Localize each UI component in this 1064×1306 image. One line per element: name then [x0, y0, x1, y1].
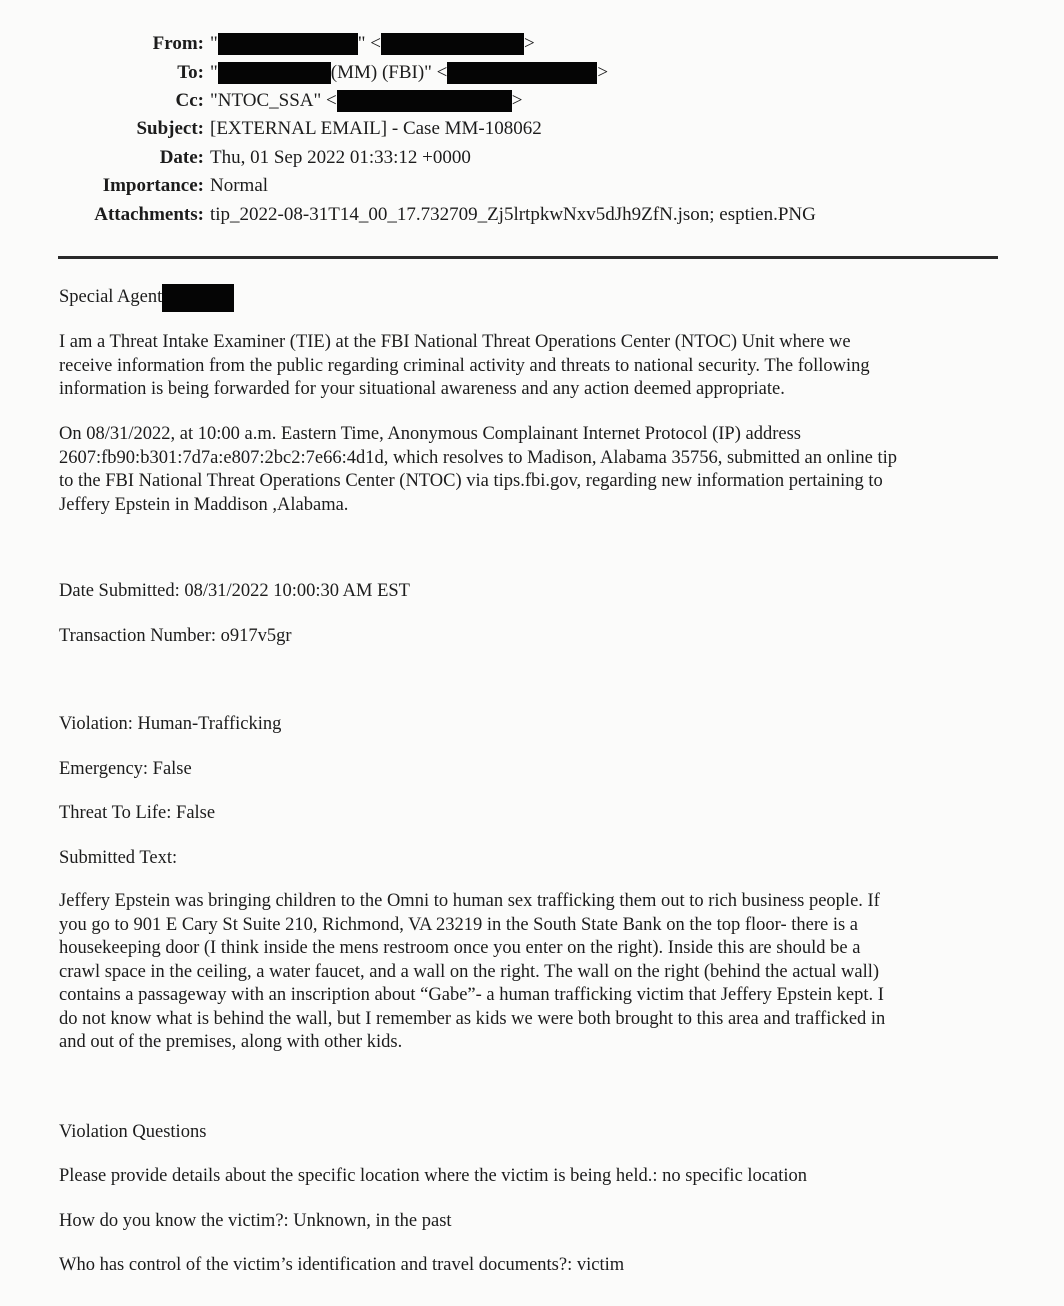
- violation: Violation: Human-Trafficking: [59, 714, 282, 734]
- subject-row: [0, 116, 542, 142]
- from-mid: " <: [357, 33, 381, 54]
- from-value: [210, 33, 535, 55]
- detail-line: On 08/31/2022, at 10:00 a.m. Eastern Time, Anonymous Complainant Internet Protocol (IP) address: [59, 424, 801, 444]
- intro-paragraph: [59, 331, 870, 402]
- intro-line: I am a Threat Intake Examiner (TIE) at the FBI National Threat Operations Center (NTOC) Unit where we: [59, 332, 851, 352]
- question-know-victim: How do you know the victim?: Unknown, in the past: [59, 1211, 452, 1231]
- cc-close: >: [511, 90, 523, 111]
- submitted-text-line: Jeffery Epstein was bringing children to the Omni to human sex trafficking them out to rich business people. If: [59, 891, 880, 911]
- redaction-block: [381, 33, 524, 55]
- date-row: [0, 145, 471, 171]
- intro-line: receive information from the public regarding criminal activity and threats to national security. The following: [59, 355, 870, 376]
- violation-questions-label: Violation Questions: [59, 1122, 207, 1142]
- submitted-text-label: Submitted Text:: [59, 848, 178, 868]
- header-divider: [58, 256, 998, 259]
- submitted-text-line: do not know what is behind the wall, but I remember as kids we were both brought to this area and trafficked in: [59, 1008, 886, 1029]
- subject-value: [EXTERNAL EMAIL] - Case MM-108062: [210, 118, 542, 139]
- redaction-block: [337, 90, 512, 112]
- submitted-text-line: housekeeping door (I think inside the mens restroom once you enter on the right). Inside this are should be a: [59, 938, 861, 958]
- attachments-label: Attachments:: [94, 204, 204, 225]
- redaction-block: [162, 284, 234, 312]
- redaction-block: [447, 62, 597, 84]
- threat-to-life: Threat To Life: False: [59, 803, 216, 823]
- detail-line: to the FBI National Threat Operations Center (NTOC) via tips.fbi.gov, regarding new information pertaining to: [59, 471, 883, 491]
- redaction-block: [218, 33, 358, 55]
- cc-label: Cc:: [175, 90, 204, 111]
- date-label: Date:: [159, 147, 204, 168]
- greeting-line: [59, 284, 234, 312]
- submitted-text: [59, 890, 885, 1055]
- from-open-quote: ": [210, 33, 218, 54]
- submitted-text-line: you go to 901 E Cary St Suite 210, Richmond, VA 23219 in the South State Bank on the top floor- there is a: [59, 914, 859, 935]
- subject-label: Subject:: [136, 118, 204, 139]
- date-submitted: Date Submitted: 08/31/2022 10:00:30 AM EST: [59, 581, 410, 601]
- redaction-block: [218, 62, 331, 84]
- cc-value: [210, 90, 522, 112]
- attachments-value: tip_2022-08-31T14_00_17.732709_Zj5lrtpkwNxv5dJh9ZfN.json; esptien.PNG: [210, 204, 816, 225]
- detail-paragraph: [59, 423, 897, 517]
- cc-text: "NTOC_SSA" <: [210, 90, 337, 111]
- question-location: Please provide details about the specific location where the victim is being held.: no specific location: [59, 1166, 807, 1186]
- submitted-text-line: crawl space in the ceiling, a water faucet, and a wall on the right. The wall on the right (behind the actual wall): [59, 961, 880, 982]
- to-row: [0, 60, 608, 86]
- date-value: Thu, 01 Sep 2022 01:33:12 +0000: [210, 147, 471, 168]
- submitted-text-line: contains a passageway with an inscription about “Gabe”- a human trafficking victim that Jeffery Epstein kept. I: [59, 985, 884, 1005]
- to-mid: (MM) (FBI)" <: [330, 62, 448, 83]
- question-documents: Who has control of the victim’s identification and travel documents?: victim: [59, 1255, 625, 1275]
- from-row: [0, 31, 535, 57]
- cc-row: [0, 88, 522, 114]
- importance-label: Importance:: [102, 175, 204, 196]
- importance-value: Normal: [210, 175, 269, 196]
- emergency: Emergency: False: [59, 759, 192, 779]
- to-value: [210, 62, 608, 84]
- attachments-row: [0, 202, 816, 228]
- to-close: >: [597, 62, 609, 83]
- detail-line: 2607:fb90:b301:7d7a:e807:2bc2:7e66:4d1d, which resolves to Madison, Alabama 35756, submitted an online tip: [59, 447, 898, 468]
- from-label: From:: [152, 33, 204, 54]
- to-open-quote: ": [210, 62, 218, 83]
- detail-line: Jeffery Epstein in Maddison ,Alabama.: [59, 494, 349, 515]
- from-close: >: [524, 33, 535, 54]
- submitted-text-line: and out of the premises, along with other kids.: [59, 1032, 403, 1052]
- importance-row: [0, 173, 268, 199]
- transaction-number: Transaction Number: o917v5gr: [59, 626, 292, 646]
- to-label: To:: [177, 62, 204, 83]
- intro-line: information is being forwarded for your situational awareness and any action deemed appropriate.: [59, 379, 785, 399]
- greeting-text: Special Agent: [59, 287, 163, 308]
